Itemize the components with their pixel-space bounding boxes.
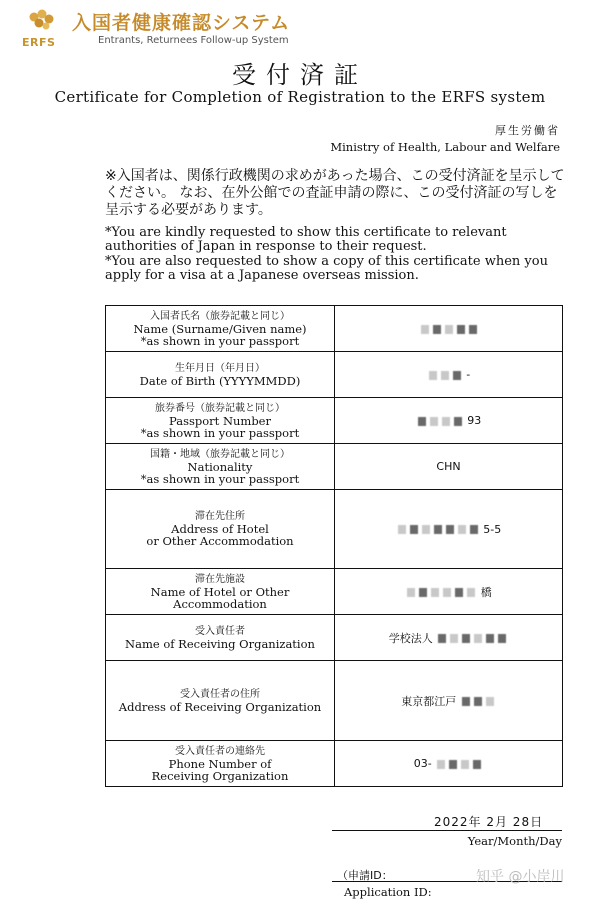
issue-date: 2022年 2月 28日 xyxy=(434,815,544,829)
table-row-phone xyxy=(106,741,563,787)
ministry-name-jp: 厚生労働省 xyxy=(495,124,560,137)
table-row-organization xyxy=(106,615,563,661)
table-row-hotel xyxy=(106,569,563,615)
notice-en-line-1: *You are kindly requested to show this certificate to relevant authorities of Japan in response to their request. xyxy=(105,225,507,254)
row-value: - xyxy=(335,352,563,398)
erfs-logo xyxy=(10,6,310,54)
row-value: 学校法人 xyxy=(335,615,563,661)
row-value xyxy=(335,306,563,352)
row-value: 93 xyxy=(335,398,563,444)
date-underline xyxy=(332,830,562,831)
row-label: 入国者氏名（旅券記載と同じ） Name (Surname/Given name) *as shown in your passport xyxy=(106,306,335,352)
logo-subtitle: Entrants, Returnees Follow-up System xyxy=(98,35,289,46)
row-label: 滞在先施設 Name of Hotel or Other Accommodation xyxy=(106,569,335,615)
row-label: 受入責任者 Name of Receiving Organization xyxy=(106,615,335,661)
row-label: 受入責任者の連絡先 Phone Number of Receiving Organization xyxy=(106,741,335,787)
table-row-organization-address xyxy=(106,661,563,741)
logo-abbr: ERFS xyxy=(22,36,56,49)
row-value: 5-5 xyxy=(335,490,563,569)
certificate-title-en: Certificate for Completion of Registration to the ERFS system xyxy=(54,88,546,106)
application-id-label-jp: （申請ID： xyxy=(337,869,393,882)
table-row-nationality xyxy=(106,444,563,490)
row-value: 橋 xyxy=(335,569,563,615)
certificate-title-jp: 受付済証 xyxy=(232,61,368,89)
watermark: 知乎 @小岸川 xyxy=(476,869,565,885)
application-id-label-en: Application ID: xyxy=(344,885,432,899)
row-label: 旅券番号（旅券記載と同じ） Passport Number *as shown in your passport xyxy=(106,398,335,444)
ministry-name-en: Ministry of Health, Labour and Welfare xyxy=(330,140,560,154)
row-value: 東京都江戸 xyxy=(335,661,563,741)
row-label: 受入責任者の住所 Address of Receiving Organization xyxy=(106,661,335,741)
row-label: 滞在先住所 Address of Hotel or Other Accommodation xyxy=(106,490,335,569)
table-row-passport xyxy=(106,398,563,444)
notice-en xyxy=(105,226,565,284)
date-format-label: Year/Month/Day xyxy=(467,834,562,848)
row-value: 03- xyxy=(335,741,563,787)
table-row-address xyxy=(106,490,563,569)
logo-title: 入国者健康確認システム xyxy=(72,12,291,34)
notice-jp: ※入国者は、関係行政機関の求めがあった場合、この受付済証を呈示してください。 なお、在外公館での査証申請の際に、この受付済証の写しを呈示する必要があります。 xyxy=(105,168,565,218)
row-label: 生年月日（年月日） Date of Birth (YYYYMMDD) xyxy=(106,352,335,398)
table-row-dob xyxy=(106,352,563,398)
notice-en-line-2: *You are also requested to show a copy of this certificate when you apply for a visa at a Japanese overseas mission. xyxy=(105,254,548,283)
row-value: CHN xyxy=(335,444,563,490)
row-label: 国籍・地域（旅券記載と同じ） Nationality *as shown in your passport xyxy=(106,444,335,490)
table-row-name xyxy=(106,306,563,352)
registration-info-table xyxy=(105,305,563,787)
